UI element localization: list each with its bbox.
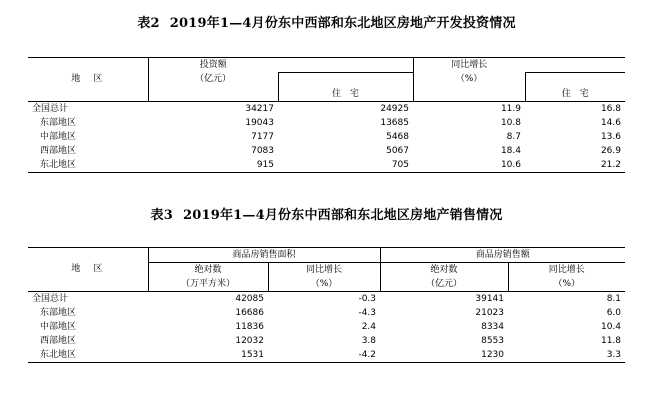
table3-region-header: 地 区	[71, 264, 105, 274]
table2-residential-cell: 13685	[380, 117, 409, 128]
table3-title	[0, 204, 653, 223]
table2-growth-cell: 10.6	[500, 159, 521, 170]
table3-region-cell: 全国总计	[32, 293, 69, 304]
table2-investment-cell: 915	[256, 159, 274, 170]
table3-title-text: 2019年1—4月份东中西部和东北地区房地产销售情况	[182, 208, 503, 223]
table2-residential-cell: 5067	[386, 145, 409, 156]
table2-growth-header: 同比增长	[413, 58, 525, 73]
table3-number: 表3	[150, 208, 173, 223]
table-row	[28, 334, 625, 348]
table3-amount-cell: 8553	[481, 335, 505, 346]
table2-growth-cell: 11.9	[500, 103, 521, 114]
table3-area-absolute-header: 绝对数	[148, 263, 268, 278]
table3-amount-cell: 39141	[475, 293, 505, 304]
table2-growth-cell: 18.4	[500, 145, 521, 156]
table2-region-cell: 西部地区	[40, 145, 77, 156]
table3-amount-unit: （亿元）	[380, 277, 508, 292]
table3-amount-group-header: 商品房销售额	[380, 248, 625, 263]
table-row	[28, 158, 625, 173]
table2-region-cell: 东部地区	[40, 117, 77, 128]
table2-growth-residential-cell: 13.6	[600, 131, 621, 142]
table2-region-cell: 全国总计	[32, 103, 69, 114]
table3	[28, 247, 625, 363]
table3-amount-growth-header: 同比增长	[508, 263, 625, 278]
table3-area-growth-unit: （%）	[268, 277, 380, 292]
table3-region-cell: 西部地区	[40, 335, 77, 346]
table-row	[28, 116, 625, 130]
table-row	[28, 144, 625, 158]
table2	[28, 57, 625, 173]
table2-title-text: 2019年1—4月份东中西部和东北地区房地产开发投资情况	[169, 16, 516, 31]
table2-region-header: 地 区	[71, 74, 105, 84]
table2-growth-residential-cell: 21.2	[600, 159, 621, 170]
table3-region-cell: 东部地区	[40, 307, 77, 318]
table2-residential-header: 住 宅	[278, 87, 413, 102]
table3-area-growth-cell: -0.3	[358, 293, 377, 304]
table2-growth-residential-header: 住 宅	[525, 87, 625, 102]
table3-amount-growth-cell: 3.3	[606, 349, 622, 360]
table3-region-cell: 中部地区	[40, 321, 77, 332]
table3-amount-growth-cell: 8.1	[606, 293, 622, 304]
table3-area-growth-cell: 3.8	[361, 335, 377, 346]
table3-area-cell: 16686	[235, 307, 264, 318]
table3-region-cell: 东北地区	[40, 349, 77, 360]
table2-residential-cell: 24925	[380, 103, 409, 114]
table2-growth-unit: （%）	[413, 73, 525, 102]
table3-area-growth-cell: -4.2	[358, 349, 377, 360]
table2-investment-header: 投资额	[148, 58, 278, 73]
table2-title	[0, 12, 653, 31]
table3-amount-growth-cell: 10.4	[600, 321, 622, 332]
table3-amount-cell: 8334	[481, 321, 505, 332]
table2-region-cell: 中部地区	[40, 131, 77, 142]
table2-investment-cell: 34217	[245, 103, 274, 114]
table3-area-cell: 11836	[235, 321, 264, 332]
table2-investment-cell: 7083	[251, 145, 274, 156]
table3-amount-cell: 1230	[481, 349, 505, 360]
table-row	[28, 130, 625, 144]
table3-amount-growth-cell: 6.0	[606, 307, 622, 318]
table2-investment-unit: （亿元）	[148, 73, 278, 102]
table3-area-cell: 12032	[235, 335, 264, 346]
table2-investment-cell: 7177	[251, 131, 274, 142]
table3-amount-growth-unit: （%）	[508, 277, 625, 292]
table2-investment-cell: 19043	[245, 117, 274, 128]
table3-amount-cell: 21023	[475, 307, 505, 318]
table-row	[28, 320, 625, 334]
table2-growth-residential-cell: 26.9	[600, 145, 621, 156]
table2-growth-residential-cell: 16.8	[600, 103, 621, 114]
table3-area-growth-cell: -4.3	[358, 307, 377, 318]
table3-area-group-header: 商品房销售面积	[148, 248, 380, 263]
table2-residential-cell: 5468	[386, 131, 409, 142]
table-row	[28, 306, 625, 320]
table-row	[28, 102, 625, 117]
table2-growth-cell: 10.8	[500, 117, 521, 128]
table3-area-unit: （万平方米）	[148, 277, 268, 292]
table3-area-cell: 42085	[235, 293, 264, 304]
table2-region-cell: 东北地区	[40, 159, 77, 170]
table2-number: 表2	[137, 16, 160, 31]
table3-area-growth-header: 同比增长	[268, 263, 380, 278]
table3-amount-growth-cell: 11.8	[600, 335, 622, 346]
table-row	[28, 292, 625, 307]
table2-growth-cell: 8.7	[506, 131, 521, 142]
table3-area-growth-cell: 2.4	[361, 321, 377, 332]
table3-area-cell: 1531	[241, 349, 264, 360]
table2-growth-residential-cell: 14.6	[600, 117, 621, 128]
table3-amount-absolute-header: 绝对数	[380, 263, 508, 278]
table2-residential-cell: 705	[391, 159, 409, 170]
table-row	[28, 348, 625, 363]
